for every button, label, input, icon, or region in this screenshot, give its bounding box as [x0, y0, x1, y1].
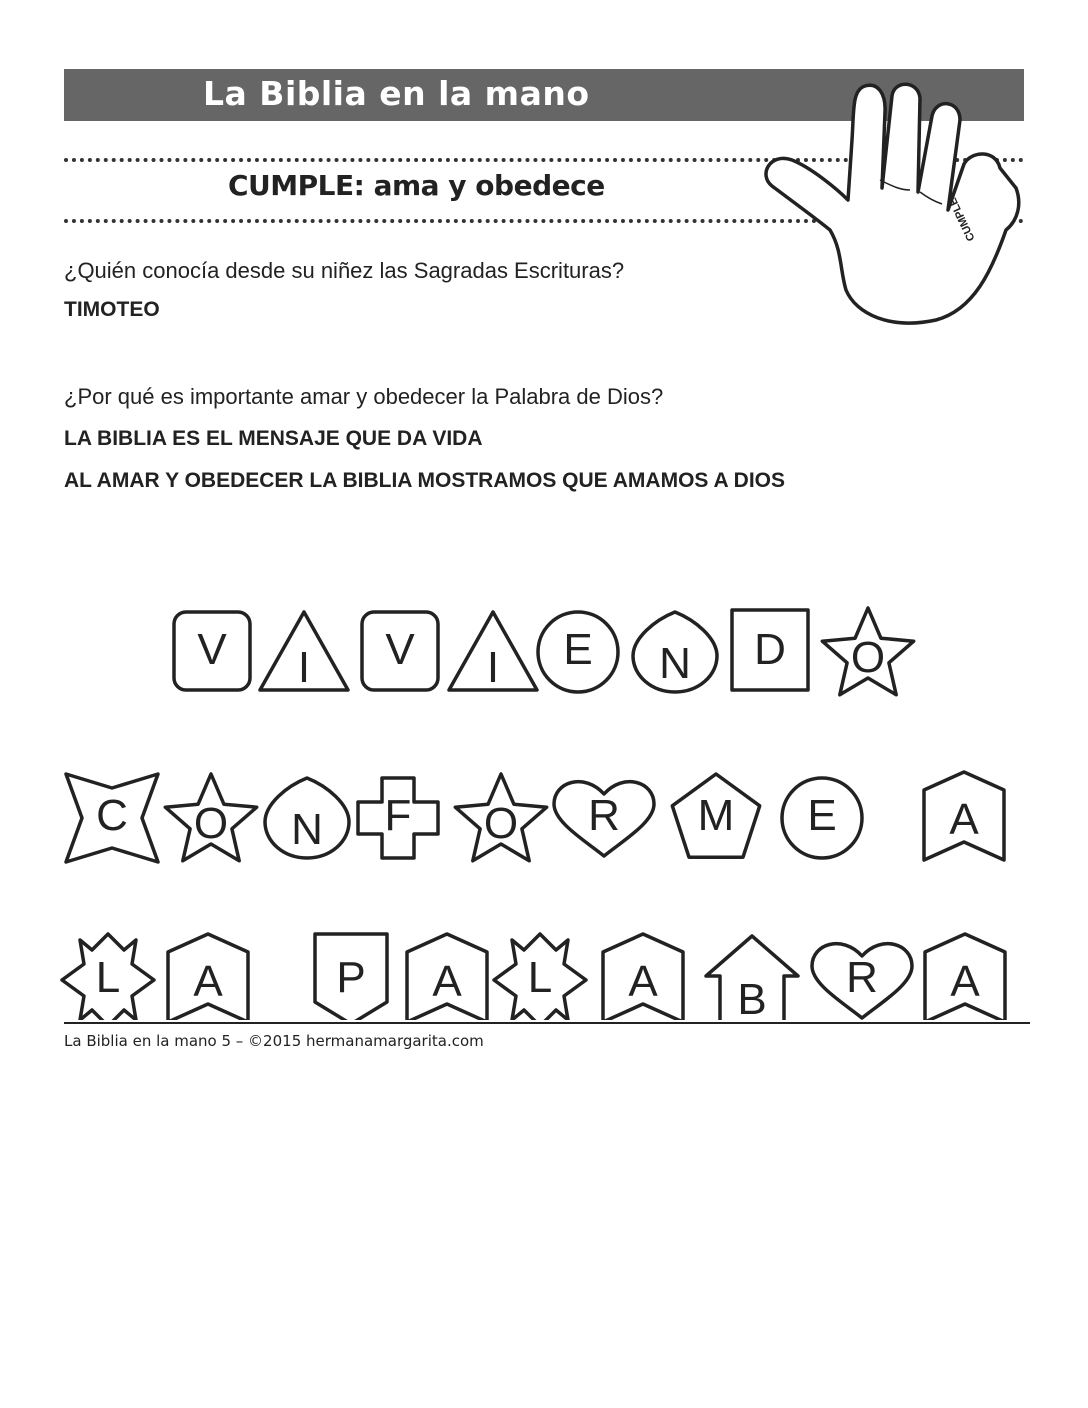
puzzle-tile-r1-c5 — [538, 612, 618, 692]
puzzle-letter: L — [527, 953, 553, 1002]
puzzle-tile-r3-c7 — [706, 936, 798, 1020]
question-2: ¿Por qué es importante amar y obedecer la Palabra de Dios? — [64, 384, 664, 409]
puzzle-tile-r1-c4 — [449, 612, 537, 692]
footer-rule — [64, 1022, 1030, 1024]
puzzle-letter: P — [336, 953, 366, 1002]
puzzle-letter: O — [850, 633, 886, 682]
puzzle-tile-r3-c9 — [925, 934, 1005, 1020]
puzzle-letter: V — [385, 625, 415, 674]
puzzle-tile-r3-c8 — [812, 944, 912, 1018]
hand-label: CUMPLE — [947, 195, 978, 243]
puzzle-letter: N — [291, 805, 323, 854]
puzzle-letter: N — [659, 639, 691, 688]
puzzle-letter: I — [297, 643, 311, 692]
puzzle-letter: O — [483, 799, 519, 848]
puzzle-tile-r2-c6 — [554, 782, 654, 856]
puzzle-tile-r3-c4 — [407, 934, 487, 1020]
puzzle-letter: C — [96, 791, 128, 840]
puzzle-letter: R — [846, 953, 878, 1002]
puzzle-letter: O — [193, 799, 229, 848]
puzzle-tile-r3-c5 — [494, 934, 586, 1020]
puzzle-letter: A — [193, 957, 223, 1006]
section-subtitle: CUMPLE: ama y obedece — [228, 169, 605, 202]
puzzle-tile-r2-c1 — [66, 774, 158, 862]
puzzle-letter: L — [95, 953, 121, 1002]
puzzle-tile-r2-c8 — [782, 778, 862, 858]
puzzle-letter: M — [697, 791, 735, 840]
answer-2-line-1: LA BIBLIA ES EL MENSAJE QUE DA VIDA — [64, 427, 483, 450]
puzzle-tile-r2-c3 — [265, 778, 349, 858]
puzzle-letter: A — [432, 957, 462, 1006]
puzzle-tile-r2-c9 — [924, 772, 1004, 860]
puzzle-tile-r2-c5 — [455, 774, 546, 861]
puzzle-tile-r3-c6 — [603, 934, 683, 1020]
puzzle-tile-r1-c6 — [633, 612, 717, 692]
puzzle-tile-r2-c7 — [672, 774, 759, 857]
puzzle-tile-r1-c2 — [260, 612, 348, 692]
puzzle-tile-r3-c1 — [62, 934, 154, 1020]
question-1: ¿Quién conocía desde su niñez las Sagradas Escrituras? — [64, 258, 625, 283]
puzzle-letter: A — [949, 795, 979, 844]
puzzle-tile-r1-c8 — [822, 608, 913, 695]
puzzle-letter: A — [628, 957, 658, 1006]
answer-1: TIMOTEO — [64, 298, 160, 321]
answer-2-line-2: AL AMAR Y OBEDECER LA BIBLIA MOSTRAMOS QUE AMAMOS A DIOS — [64, 469, 786, 492]
puzzle-tile-r3-c3 — [315, 934, 387, 1020]
puzzle-tile-r2-c4 — [358, 778, 438, 858]
puzzle-tile-r1-c1 — [174, 612, 250, 690]
puzzle-letter: V — [197, 625, 227, 674]
puzzle-tile-r1-c3 — [362, 612, 438, 690]
puzzle-letter: B — [737, 975, 767, 1020]
puzzle-tile-r1-c7 — [732, 610, 808, 690]
page-title: La Biblia en la mano — [203, 74, 590, 113]
puzzle-letter: D — [754, 625, 786, 674]
puzzle-letter: A — [950, 957, 980, 1006]
puzzle-tile-r2-c2 — [165, 774, 256, 861]
footer-text: La Biblia en la mano 5 – ©2015 hermanamargarita.com — [64, 1032, 484, 1050]
puzzle-letter: I — [486, 643, 500, 692]
puzzle-letter: R — [588, 791, 620, 840]
puzzle-letter: E — [563, 625, 593, 674]
puzzle-tile-r3-c2 — [168, 934, 248, 1020]
puzzle-letter: F — [384, 791, 412, 840]
puzzle-letter: E — [807, 791, 837, 840]
